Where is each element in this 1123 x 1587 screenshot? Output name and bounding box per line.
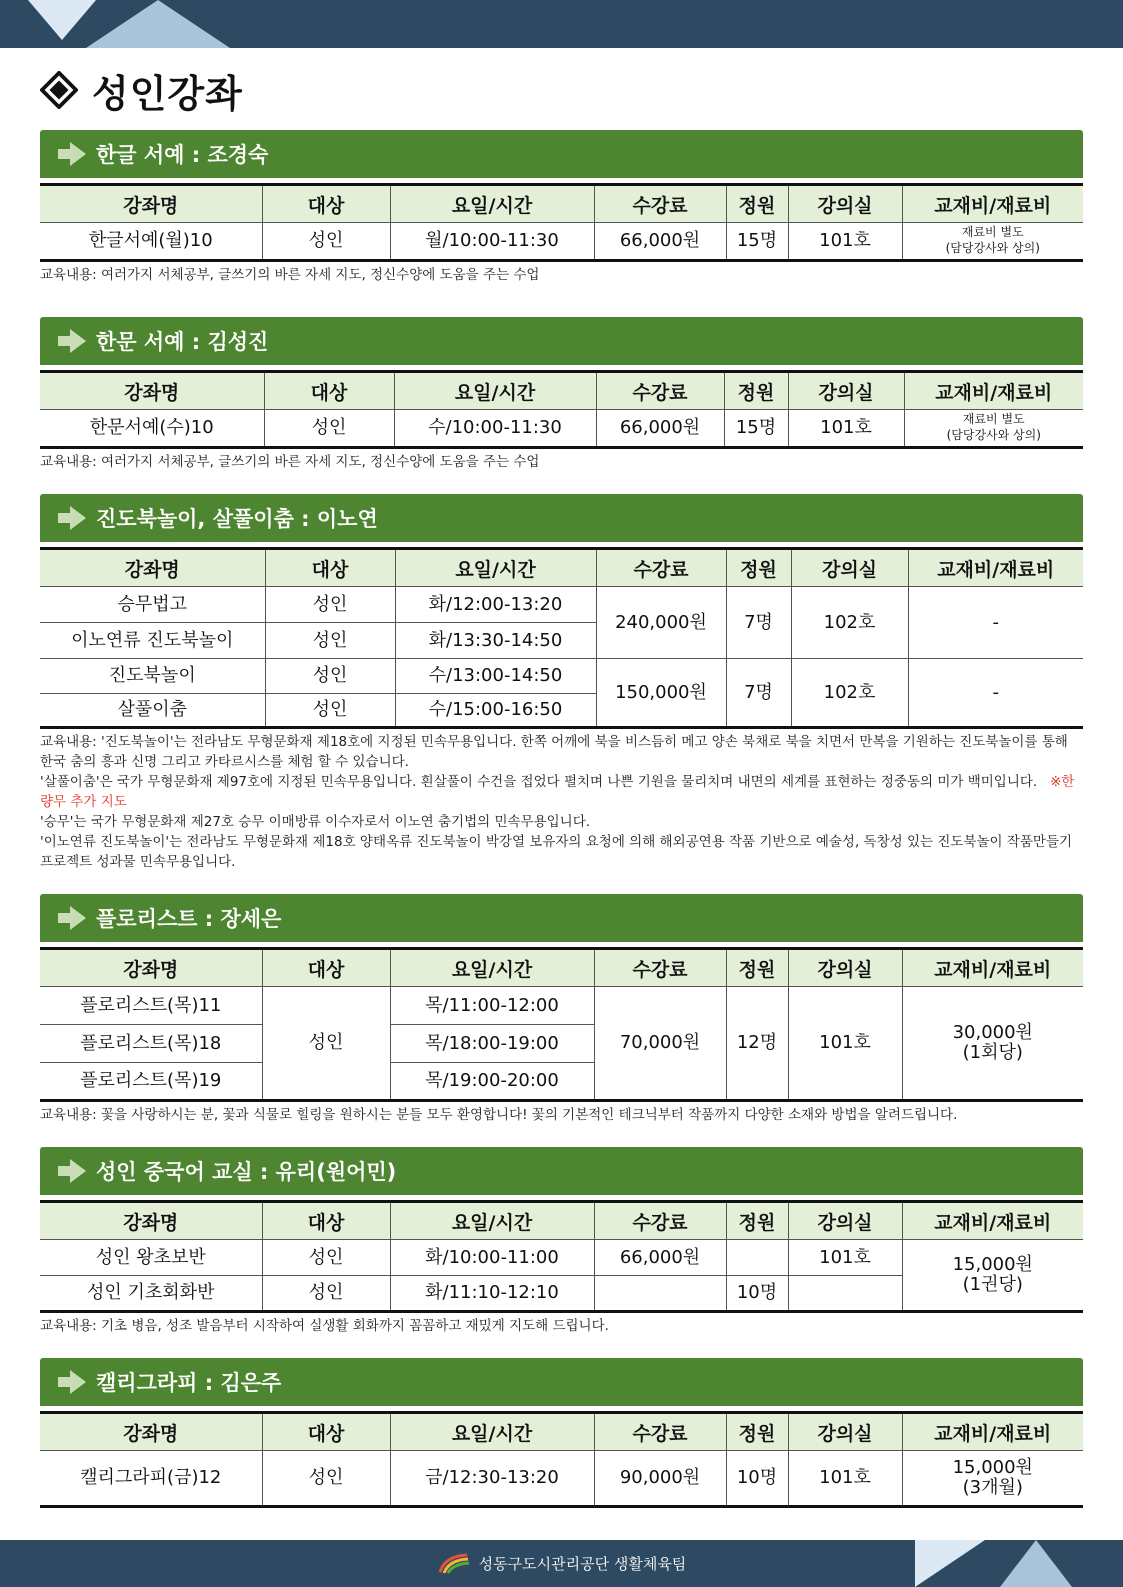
header-room: 강의실 — [788, 1202, 902, 1240]
room: 101호 — [788, 987, 902, 1101]
header-fee: 수강료 — [594, 1413, 726, 1451]
course-name: 진도북놀이 — [40, 659, 265, 694]
section-title: 진도북놀이, 살풀이춤 : 이노연 — [96, 507, 378, 531]
course-name: 플로리스트(목)19 — [40, 1063, 262, 1101]
section-title: 한문 서예 : 김성진 — [96, 330, 269, 354]
header-room: 강의실 — [788, 185, 902, 223]
course-section-calligraphy-art — [40, 1358, 1083, 1508]
schedule: 월/10:00-11:30 — [390, 223, 594, 261]
course-name: 한문서예(수)10 — [40, 410, 264, 448]
section-title: 플로리스트 : 장세은 — [96, 907, 282, 931]
schedule: 목/19:00-20:00 — [390, 1063, 594, 1101]
course-description: 교육내용: 여러가지 서체공부, 글쓰기의 바른 자세 지도, 정신수양에 도움을 주는 수업 — [40, 454, 540, 470]
note-paragraph: 교육내용: '진도북놀이'는 전라남도 무형문화재 제18호에 지정된 민속무용입니다. 한쪽 어깨에 북을 비스듬히 메고 양손 북채로 북을 치면서 만복을 기원하는 진도북놀이를 통해 한국 춤의 흥과 신명 그리고 카타르시스를 체험 할 수 있습니다. — [40, 734, 1068, 770]
header-capacity: 정원 — [726, 185, 788, 223]
header-target: 대상 — [262, 1202, 390, 1240]
header-room: 강의실 — [788, 372, 904, 410]
header-schedule: 요일/시간 — [390, 185, 594, 223]
section-header — [40, 130, 1083, 178]
schedule: 수/15:00-16:50 — [395, 694, 596, 728]
capacity — [726, 1240, 788, 1276]
header-material: 교재비/재료비 — [902, 1413, 1083, 1451]
section-header — [40, 894, 1083, 942]
room: 102호 — [791, 587, 908, 659]
arrow-right-icon — [56, 140, 88, 168]
header-room: 강의실 — [788, 949, 902, 987]
schedule: 금/12:30-13:20 — [390, 1451, 594, 1507]
target: 성인 — [265, 694, 395, 728]
section-header — [40, 1358, 1083, 1406]
arrow-right-icon — [56, 504, 88, 532]
capacity: 15명 — [724, 410, 788, 448]
table-header-row — [40, 949, 1083, 987]
room — [788, 1276, 902, 1312]
course-table — [40, 370, 1083, 449]
header-fee: 수강료 — [594, 185, 726, 223]
header-schedule: 요일/시간 — [395, 549, 596, 587]
header-material: 교재비/재료비 — [902, 949, 1083, 987]
fee: 66,000원 — [594, 1240, 726, 1276]
material-cost — [902, 1240, 1083, 1312]
table-row — [40, 987, 1083, 1025]
header-course-name: 강좌명 — [40, 549, 265, 587]
course-table — [40, 947, 1083, 1102]
fee: 240,000원 — [596, 587, 726, 659]
room: 101호 — [788, 223, 902, 261]
course-table — [40, 1411, 1083, 1508]
target: 성인 — [262, 223, 390, 261]
header-course-name: 강좌명 — [40, 185, 262, 223]
header-target: 대상 — [262, 949, 390, 987]
page-title — [40, 64, 243, 116]
rainbow-logo-icon — [437, 1552, 471, 1574]
table-row — [40, 223, 1083, 261]
table-row — [40, 587, 1083, 623]
top-banner — [0, 0, 1123, 48]
material-line-2: (1회당) — [962, 1042, 1023, 1063]
schedule: 화/10:00-11:00 — [390, 1240, 594, 1276]
header-target: 대상 — [262, 185, 390, 223]
schedule: 수/13:00-14:50 — [395, 659, 596, 694]
schedule: 목/11:00-12:00 — [390, 987, 594, 1025]
section-header — [40, 317, 1083, 365]
course-description: 교육내용: 기초 병음, 성조 발음부터 시작하여 실생활 회화까지 꼼꼼하고 재밌게 지도해 드립니다. — [40, 1318, 609, 1334]
arrow-right-icon — [56, 1368, 88, 1396]
fee: 90,000원 — [594, 1451, 726, 1507]
target: 성인 — [262, 987, 390, 1101]
course-section-chinese — [40, 1147, 1083, 1336]
table-row — [40, 410, 1083, 448]
room: 101호 — [788, 410, 904, 448]
schedule: 화/12:00-13:20 — [395, 587, 596, 623]
target: 성인 — [262, 1240, 390, 1276]
diamond-icon — [40, 71, 78, 109]
header-fee: 수강료 — [596, 372, 724, 410]
material-line-1: 30,000원 — [952, 1022, 1033, 1044]
section-header — [40, 494, 1083, 542]
course-table — [40, 1200, 1083, 1313]
section-title: 캘리그라피 : 김은주 — [96, 1371, 282, 1395]
capacity: 12명 — [726, 987, 788, 1101]
header-fee: 수강료 — [596, 549, 726, 587]
material-line-2: (담당강사와 상의) — [945, 241, 1040, 255]
header-capacity: 정원 — [726, 549, 791, 587]
header-schedule: 요일/시간 — [390, 949, 594, 987]
course-section-jindo-drum — [40, 494, 1083, 872]
header-material: 교재비/재료비 — [902, 185, 1083, 223]
header-target: 대상 — [262, 1413, 390, 1451]
header-material: 교재비/재료비 — [908, 549, 1083, 587]
header-fee: 수강료 — [594, 1202, 726, 1240]
course-section-hangul-calligraphy — [40, 130, 1083, 285]
material-cost — [902, 1451, 1083, 1507]
table-row — [40, 1240, 1083, 1276]
room: 101호 — [788, 1451, 902, 1507]
header-schedule: 요일/시간 — [390, 1202, 594, 1240]
footer-org-name: 성동구도시관리공단 생활체육팀 — [478, 1554, 687, 1573]
material-line-1: 15,000원 — [952, 1254, 1033, 1276]
fee: 150,000원 — [596, 659, 726, 728]
header-schedule: 요일/시간 — [390, 1413, 594, 1451]
header-fee: 수강료 — [594, 949, 726, 987]
banner-triangle-blue — [86, 0, 230, 48]
table-header-row — [40, 1413, 1083, 1451]
course-name: 이노연류 진도북놀이 — [40, 623, 265, 659]
table-header-row — [40, 372, 1083, 410]
course-name: 한글서예(월)10 — [40, 223, 262, 261]
material-cost: - — [908, 659, 1083, 728]
header-course-name: 강좌명 — [40, 372, 264, 410]
header-course-name: 강좌명 — [40, 1413, 262, 1451]
target: 성인 — [262, 1276, 390, 1312]
course-table — [40, 547, 1083, 729]
fee: 66,000원 — [594, 223, 726, 261]
footer-brand — [0, 1548, 1123, 1578]
material-line-2: (1권당) — [962, 1274, 1023, 1295]
room: 102호 — [791, 659, 908, 728]
course-table — [40, 183, 1083, 262]
header-target: 대상 — [264, 372, 394, 410]
course-section-florist — [40, 894, 1083, 1125]
material-line-1: 재료비 별도 — [962, 412, 1025, 427]
capacity: 10명 — [726, 1276, 788, 1312]
material-line-2: (담당강사와 상의) — [946, 428, 1041, 442]
table-header-row — [40, 185, 1083, 223]
course-name: 성인 기초회화반 — [40, 1276, 262, 1312]
room: 101호 — [788, 1240, 902, 1276]
header-room: 강의실 — [788, 1413, 902, 1451]
course-name: 플로리스트(목)11 — [40, 987, 262, 1025]
header-capacity: 정원 — [724, 372, 788, 410]
target: 성인 — [265, 623, 395, 659]
header-capacity: 정원 — [726, 1202, 788, 1240]
course-description: 교육내용: 여러가지 서체공부, 글쓰기의 바른 자세 지도, 정신수양에 도움을 주는 수업 — [40, 267, 540, 283]
capacity: 7명 — [726, 659, 791, 728]
header-course-name: 강좌명 — [40, 949, 262, 987]
section-title: 성인 중국어 교실 : 유리(원어민) — [96, 1160, 397, 1184]
course-name: 승무법고 — [40, 587, 265, 623]
note-paragraph — [40, 772, 1083, 812]
schedule: 화/13:30-14:50 — [395, 623, 596, 659]
course-name: 캘리그라피(금)12 — [40, 1451, 262, 1507]
course-description: 교육내용: 꽃을 사랑하시는 분, 꽃과 식물로 힐링을 원하시는 분들 모두 환영합니다! 꽃의 기본적인 테크닉부터 작품까지 다양한 소재와 방법을 알려드립니다. — [40, 1107, 958, 1123]
schedule: 수/10:00-11:30 — [394, 410, 596, 448]
header-schedule: 요일/시간 — [394, 372, 596, 410]
course-description — [40, 732, 1083, 872]
target: 성인 — [262, 1451, 390, 1507]
course-name: 살풀이춤 — [40, 694, 265, 728]
course-name: 성인 왕초보반 — [40, 1240, 262, 1276]
header-material: 교재비/재료비 — [902, 1202, 1083, 1240]
material-line-2: (3개월) — [962, 1477, 1023, 1498]
note-highlight: ※한량무 추가 지도 — [40, 774, 1075, 810]
capacity: 7명 — [726, 587, 791, 659]
course-section-hanmun-calligraphy — [40, 317, 1083, 472]
arrow-right-icon — [56, 1157, 88, 1185]
capacity: 10명 — [726, 1451, 788, 1507]
material-cost: - — [908, 587, 1083, 659]
material-cost — [902, 987, 1083, 1101]
material-cost — [904, 410, 1083, 448]
note-paragraph: '승무'는 국가 무형문화재 제27호 승무 이매방류 이수자로서 이노연 춤기법의 민속무용입니다. — [40, 814, 591, 830]
course-name: 플로리스트(목)18 — [40, 1025, 262, 1063]
capacity: 15명 — [726, 223, 788, 261]
header-capacity: 정원 — [726, 949, 788, 987]
section-header — [40, 1147, 1083, 1195]
header-target: 대상 — [265, 549, 395, 587]
page-title-text: 성인강좌 — [92, 71, 243, 116]
note-paragraph: '이노연류 진도북놀이'는 전라남도 무형문화재 제18호 양태옥류 진도북놀이 박강열 보유자의 요청에 의해 해외공연용 작품 기반으로 예술성, 독창성 있는 진도북놀이 작품만들기 프로젝트 성과물 민속무용입니다. — [40, 834, 1073, 870]
arrow-right-icon — [56, 904, 88, 932]
table-header-row — [40, 1202, 1083, 1240]
material-line-1: 15,000원 — [952, 1457, 1033, 1479]
header-room: 강의실 — [791, 549, 908, 587]
schedule: 목/18:00-19:00 — [390, 1025, 594, 1063]
fee: 70,000원 — [594, 987, 726, 1101]
note-text: '살풀이춤'은 국가 무형문화재 제97호에 지정된 민속무용입니다. 흰살풀이 수건을 접었다 펼치며 나쁜 기원을 물리치며 내면의 세계를 표현하는 정중동의 미가 백미입니다. — [40, 774, 1038, 790]
target: 성인 — [265, 587, 395, 623]
schedule: 화/11:10-12:10 — [390, 1276, 594, 1312]
section-title: 한글 서예 : 조경숙 — [96, 143, 269, 167]
table-row — [40, 659, 1083, 694]
arrow-right-icon — [56, 327, 88, 355]
target: 성인 — [264, 410, 394, 448]
fee: 66,000원 — [596, 410, 724, 448]
target: 성인 — [265, 659, 395, 694]
material-cost — [902, 223, 1083, 261]
fee — [594, 1276, 726, 1312]
material-line-1: 재료비 별도 — [961, 225, 1024, 240]
header-capacity: 정원 — [726, 1413, 788, 1451]
header-material: 교재비/재료비 — [904, 372, 1083, 410]
header-course-name: 강좌명 — [40, 1202, 262, 1240]
table-row — [40, 1451, 1083, 1507]
table-header-row — [40, 549, 1083, 587]
